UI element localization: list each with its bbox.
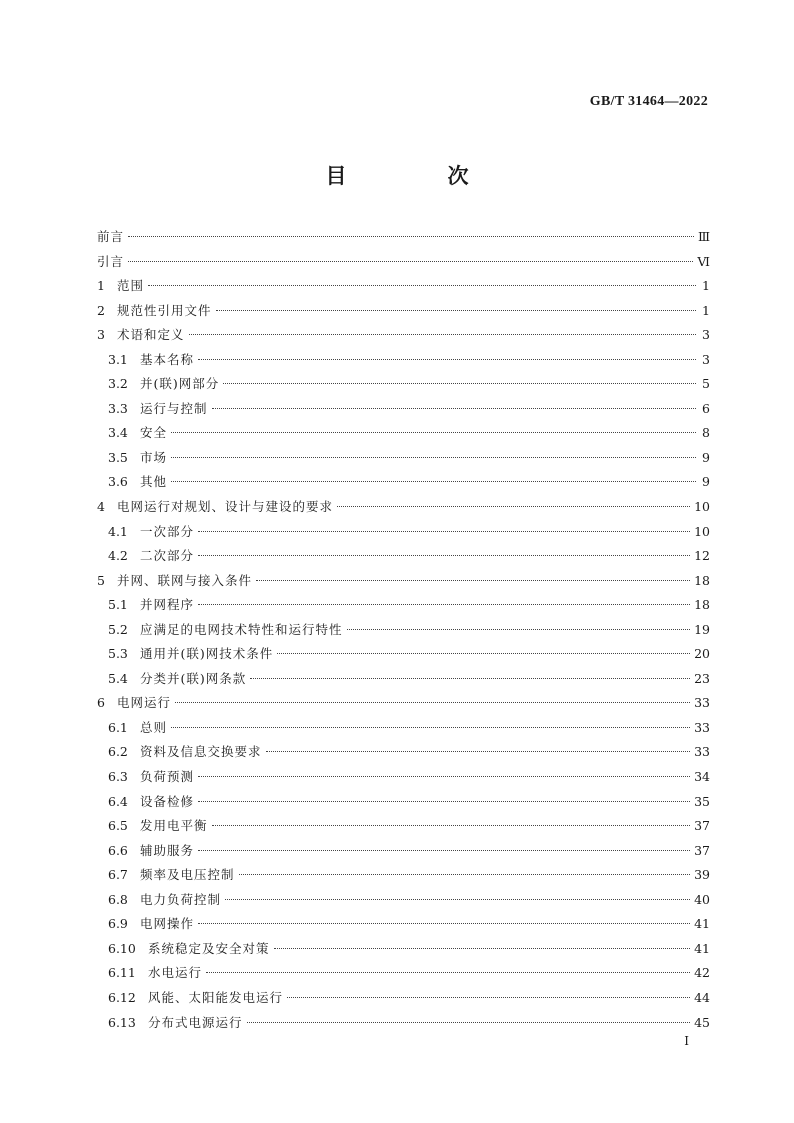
toc-entry-label: 分布式电源运行 (148, 1014, 243, 1030)
toc-entry-page: 39 (694, 867, 710, 883)
toc-entry-label: 并网、联网与接入条件 (117, 572, 253, 588)
toc-entry-label: 辅助服务 (140, 842, 195, 858)
toc-entry-number: 6.4 (108, 793, 128, 809)
dot-leader (225, 899, 690, 900)
dot-leader (198, 850, 690, 851)
toc-entry-number: 5.1 (108, 597, 128, 613)
toc-entry-page: 5 (702, 376, 710, 392)
dot-leader (347, 629, 691, 630)
dot-leader (171, 727, 690, 728)
toc-entry-number: 6.12 (108, 989, 136, 1005)
dot-leader (198, 359, 696, 360)
toc-entry-page: 1 (702, 278, 710, 294)
toc-entry-number: 6.10 (108, 940, 136, 956)
standard-code: GB/T 31464—2022 (589, 94, 708, 109)
toc-entry[interactable] (97, 399, 710, 424)
toc-entry-page: Ⅵ (697, 253, 710, 269)
toc-entry-page: 33 (694, 744, 710, 760)
toc-entry-number: 5 (97, 572, 105, 588)
toc-entry-label: 电网运行对规划、设计与建设的要求 (117, 499, 334, 515)
toc-entry-page: 40 (694, 891, 710, 907)
dot-leader (277, 653, 690, 654)
toc-entry-number: 3.4 (108, 425, 128, 441)
table-of-contents (97, 227, 710, 1037)
toc-entry-number: 6.2 (108, 744, 128, 760)
toc-entry-number: 4 (97, 499, 105, 515)
dot-leader (198, 531, 690, 532)
toc-entry-page: 44 (694, 989, 710, 1005)
dot-leader (287, 997, 690, 998)
dot-leader (212, 408, 696, 409)
toc-entry[interactable] (97, 669, 710, 694)
dot-leader (198, 801, 690, 802)
toc-entry-number: 6.3 (108, 769, 128, 785)
toc-entry-label: 并网程序 (140, 597, 195, 613)
toc-entry-label: 负荷预测 (140, 769, 195, 785)
dot-leader (247, 1022, 691, 1023)
toc-entry-number: 3.1 (108, 351, 128, 367)
toc-entry-label: 分类并(联)网条款 (140, 670, 247, 686)
dot-leader (216, 310, 696, 311)
toc-entry[interactable] (97, 276, 710, 301)
toc-entry-number: 6.1 (108, 719, 128, 735)
toc-entry-page: 10 (694, 499, 710, 515)
toc-entry-page: 12 (694, 548, 710, 564)
toc-entry-page: 42 (694, 965, 710, 981)
toc-entry[interactable] (97, 963, 710, 988)
toc-entry-label: 术语和定义 (117, 327, 185, 343)
toc-entry-page: 35 (694, 793, 710, 809)
dot-leader (223, 383, 696, 384)
dot-leader (189, 334, 696, 335)
toc-entry[interactable] (97, 227, 710, 252)
dot-leader (198, 776, 690, 777)
toc-entry[interactable] (97, 350, 710, 375)
toc-entry-label: 市场 (140, 449, 168, 465)
toc-entry-number: 3.3 (108, 400, 128, 416)
toc-entry-page: 19 (694, 621, 710, 637)
toc-entry-label: 一次部分 (140, 523, 195, 539)
toc-entry-page: 33 (694, 695, 710, 711)
dot-leader (171, 481, 696, 482)
toc-entry[interactable] (97, 325, 710, 350)
toc-entry-label: 并(联)网部分 (140, 376, 220, 392)
toc-entry-label: 应满足的电网技术特性和运行特性 (140, 621, 343, 637)
dot-leader (175, 702, 690, 703)
toc-entry-number: 6.13 (108, 1014, 136, 1030)
dot-leader (274, 948, 691, 949)
toc-entry-page: 41 (694, 916, 710, 932)
toc-entry-number: 3.6 (108, 474, 128, 490)
toc-entry[interactable] (97, 693, 710, 718)
toc-entry-number: 3.5 (108, 449, 128, 465)
toc-entry-label: 安全 (140, 425, 168, 441)
dot-leader (206, 972, 690, 973)
toc-entry-page: 20 (694, 646, 710, 662)
toc-entry[interactable] (97, 742, 710, 767)
dot-leader (198, 923, 690, 924)
toc-entry-label: 资料及信息交换要求 (140, 744, 262, 760)
toc-entry[interactable] (97, 939, 710, 964)
toc-entry-label: 其他 (140, 474, 168, 490)
toc-entry-number: 6.8 (108, 891, 128, 907)
toc-entry[interactable] (97, 301, 710, 326)
toc-entry-label: 系统稳定及安全对策 (148, 940, 270, 956)
dot-leader (212, 825, 691, 826)
toc-entry-label: 规范性引用文件 (117, 302, 212, 318)
toc-entry[interactable] (97, 546, 710, 571)
toc-entry-label: 范围 (117, 278, 145, 294)
toc-entry-page: 6 (702, 400, 710, 416)
toc-entry-number: 3 (97, 327, 105, 343)
toc-entry[interactable] (97, 841, 710, 866)
dot-leader (198, 604, 690, 605)
toc-entry-page: 9 (702, 449, 710, 465)
dot-leader (171, 432, 696, 433)
toc-entry[interactable] (97, 914, 710, 939)
dot-leader (266, 751, 691, 752)
toc-entry-number: 1 (97, 278, 105, 294)
toc-entry[interactable] (97, 252, 710, 277)
toc-entry-label: 电力负荷控制 (140, 891, 222, 907)
toc-entry[interactable] (97, 522, 710, 547)
toc-entry-number: 6.7 (108, 867, 128, 883)
toc-entry-label: 频率及电压控制 (140, 867, 235, 883)
toc-entry[interactable] (97, 1013, 710, 1038)
toc-entry-page: Ⅲ (697, 229, 710, 244)
toc-entry-page: 9 (702, 474, 710, 490)
toc-entry-number: 3.2 (108, 376, 128, 392)
toc-entry-page: 18 (694, 572, 710, 588)
toc-entry-page: 34 (694, 769, 710, 785)
toc-entry-page: 37 (694, 818, 710, 834)
toc-entry-number: 6.6 (108, 842, 128, 858)
toc-entry[interactable] (97, 718, 710, 743)
toc-entry-page: 3 (702, 327, 710, 343)
toc-entry-number: 6.11 (108, 965, 136, 981)
toc-entry-label: 运行与控制 (140, 400, 208, 416)
toc-entry-label: 前言 (97, 229, 125, 244)
toc-entry[interactable] (97, 988, 710, 1013)
dot-leader (171, 457, 696, 458)
toc-entry-label: 设备检修 (140, 793, 195, 809)
toc-entry-number: 6.9 (108, 916, 128, 932)
toc-entry[interactable] (97, 571, 710, 596)
toc-entry-page: 1 (702, 302, 710, 318)
toc-entry[interactable] (97, 472, 710, 497)
toc-entry-label: 水电运行 (148, 965, 203, 981)
dot-leader (250, 678, 690, 679)
dot-leader (148, 285, 696, 286)
toc-entry[interactable] (97, 865, 710, 890)
toc-entry-number: 6 (97, 695, 105, 711)
toc-entry-number: 5.2 (108, 621, 128, 637)
toc-entry-page: 23 (694, 670, 710, 686)
toc-entry-number: 4.1 (108, 523, 128, 539)
toc-entry[interactable] (97, 497, 710, 522)
toc-entry-label: 引言 (97, 253, 125, 269)
toc-entry-number: 5.3 (108, 646, 128, 662)
dot-leader (337, 506, 690, 507)
toc-entry-label: 总则 (140, 719, 168, 735)
toc-entry[interactable] (97, 792, 710, 817)
toc-entry-label: 电网运行 (117, 695, 172, 711)
toc-entry[interactable] (97, 620, 710, 645)
toc-entry-number: 4.2 (108, 548, 128, 564)
dot-leader (256, 580, 690, 581)
dot-leader (128, 236, 694, 237)
toc-entry[interactable] (97, 890, 710, 915)
toc-entry-page: 37 (694, 842, 710, 858)
toc-entry-number: 5.4 (108, 670, 128, 686)
dot-leader (239, 874, 691, 875)
toc-entry-label: 二次部分 (140, 548, 195, 564)
toc-entry-page: 45 (694, 1014, 710, 1030)
toc-entry[interactable] (97, 816, 710, 841)
toc-entry-label: 风能、太阳能发电运行 (148, 989, 284, 1005)
toc-entry-number: 6.5 (108, 818, 128, 834)
toc-entry-page: 18 (694, 597, 710, 613)
toc-entry-label: 基本名称 (140, 351, 195, 367)
toc-entry-page: 41 (694, 940, 710, 956)
toc-entry[interactable] (97, 767, 710, 792)
toc-entry-label: 电网操作 (140, 916, 195, 932)
toc-entry-page: 8 (702, 425, 710, 441)
toc-entry-page: 3 (702, 351, 710, 367)
toc-entry-page: 33 (694, 719, 710, 735)
page-number: I (684, 1034, 689, 1048)
dot-leader (198, 555, 690, 556)
toc-entry[interactable] (97, 595, 710, 620)
toc-entry[interactable] (97, 448, 710, 473)
toc-entry[interactable] (97, 644, 710, 669)
toc-entry[interactable] (97, 423, 710, 448)
toc-entry-label: 发用电平衡 (140, 818, 208, 834)
toc-entry-page: 10 (694, 523, 710, 539)
toc-entry[interactable] (97, 374, 710, 399)
toc-entry-number: 2 (97, 302, 105, 318)
page-title: 目 次 (325, 163, 509, 188)
dot-leader (128, 261, 693, 262)
toc-entry-label: 通用并(联)网技术条件 (140, 646, 274, 662)
